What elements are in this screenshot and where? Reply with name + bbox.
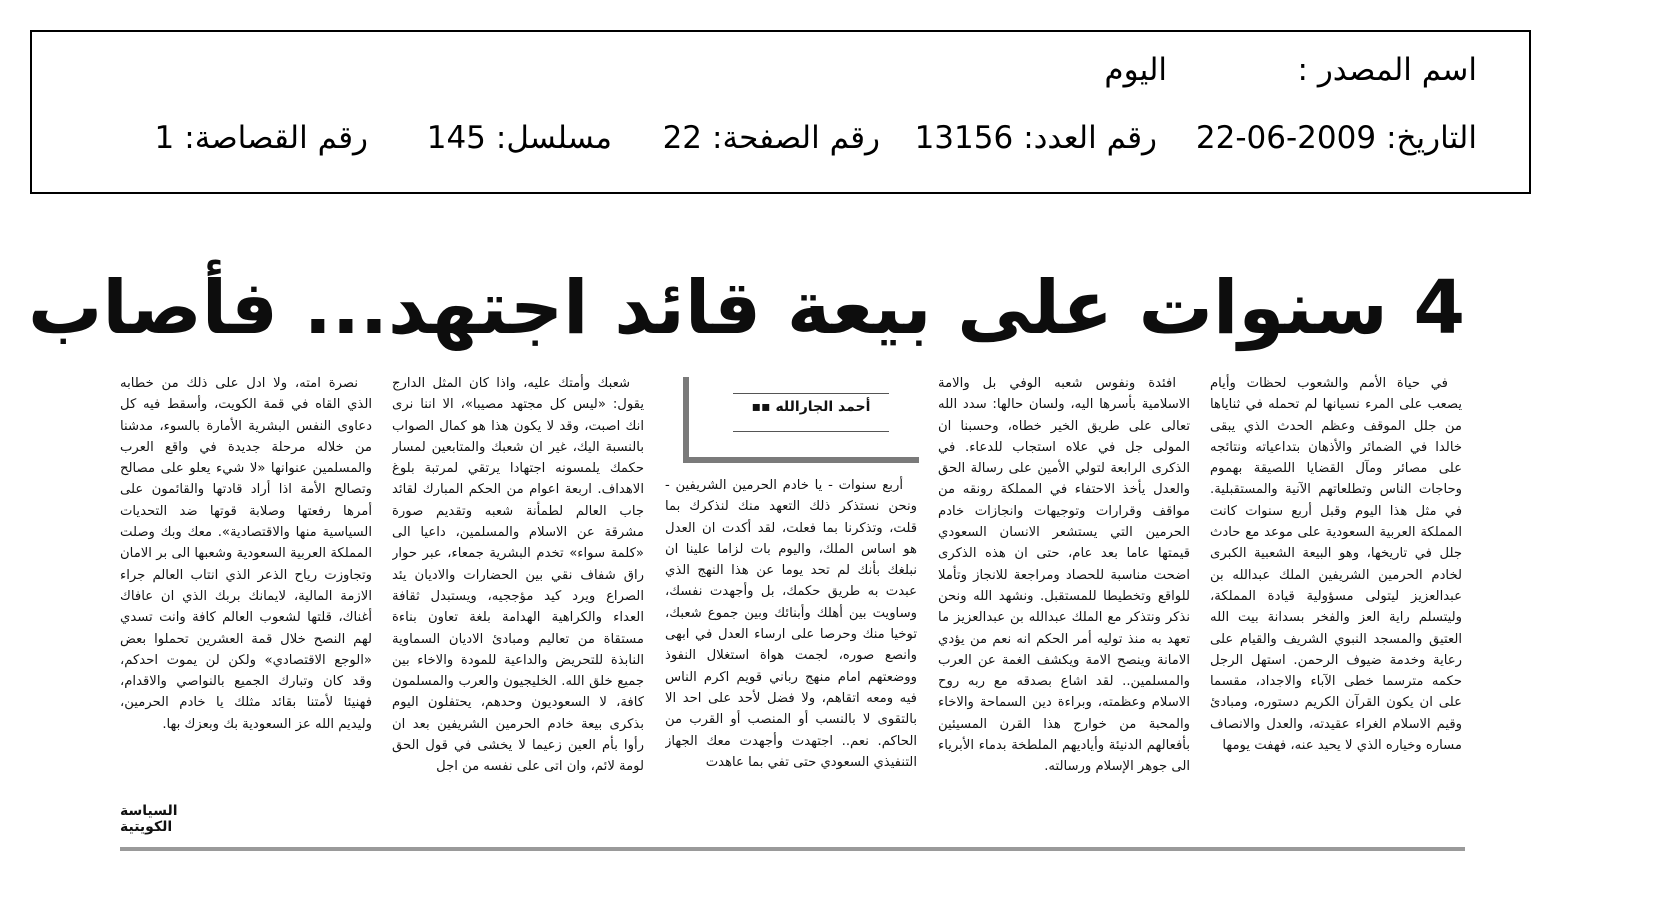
clipping-metadata-box	[30, 30, 1531, 194]
date-value: 2009-06-22	[1195, 120, 1377, 156]
article-column-3	[665, 475, 917, 835]
publication-signature: السياسة الكويتية	[120, 803, 178, 835]
clip-label: رقم القصاصة:	[184, 120, 368, 156]
source-label: اسم المصدر :	[1297, 52, 1477, 88]
column-1-text: في حياة الأمم والشعوب لحظات وأيام يصعب على المرء نسيانها لم تحمله في ثناياها من جلل الموقف وعظم الحدث الذي يبقى خالدا في الضمائر والأذهان بتداعياته ونتائجه على مصائر ومآل القضايا اللصيقة بهموم وحاجات الناس وتطلعاتهم الآنية والمستقبلية. في مثل هذا اليوم وقبل أربع سنوات كانت المملكة العربية السعودية على موعد مع حادث جلل في تاريخها، وهو البيعة الشعبية الكبرى لخادم الحرمين الشريفين الملك عبدالله بن عبدالعزيز ليتولى مسؤولية قيادة المملكة، وليتسلم راية العز والفخر بسدانة بيت الله العتيق والمسجد النبوي الشريف والقيام على رعاية وخدمة ضيوف الرحمن. استهل الرجل حكمه مترسما خطى الآباء والاجداد، مقسما على ان يكون القرآن الكريم دستوره، ومبادئ وقيم الاسلام الغراء عقيدته، والعدل والانصاف مساره وخياره الذي لا يحيد عنه، فهفت يومها	[1210, 376, 1462, 754]
article-column-5	[120, 373, 372, 833]
column-3-text: أربع سنوات - يا خادم الحرمين الشريفين - ونحن نستذكر ذلك التعهد منك لنذكرك بما قلت، وتذكرنا بما فعلت، لقد أكدت ان العدل هو اساس الملك، واليوم بات لزاما علينا ان نبلغك بأنك لم تحد يوما عن هذا النهج الذي عبدت به طريق حكمك، بل وأجهدت نفسك، وساويت بين أهلك وأبنائك وبين جموع شعبك، توخيا منك وحرصا على ارساء العدل في ابهى وانصع صوره، لجمت هواة استغلال النفوذ ووضعتهم امام منهج رباني قويم اكرم الناس فيه ومعه اتقاهم، ولا فضل لأحد على احد الا بالتقوى لا بالنسب أو المنصب أو القرب من الحاكم. نعم.. اجتهدت وأجهدت معك الجهاز التنفيذي السعودي حتى تفي بما عاهدت	[665, 478, 917, 770]
serial-label: مسلسل:	[495, 120, 612, 156]
serial-field	[427, 120, 612, 156]
date-label: التاريخ:	[1386, 120, 1477, 156]
column-4-text: شعبك وأمتك عليه، واذا كان المثل الدارج يقول: «ليس كل مجتهد مصيبا»، الا اننا نرى انك اصبت، وقد لا يكون هذا هو كمال الصواب بالنسبة اليك، غير ان شعبك والمتابعين لمسار حكمك يلمسونه اجتهادا يرتقي لمرتبة بلوغ الاهداف. اربعة اعوام من الحكم المبارك لقائد جاب العالم لطمأنة شعبه وتقديم صورة مشرقة عن الاسلام والمسلمين، داعيا الى «كلمة سواء» تخدم البشرية جمعاء، عبر حوار راق شفاف نقي بين الحضارات والاديان يئد الصراع ويرد كيد مؤججيه، ويستبدل ثقافة العداء والكراهية الهدامة بلغة تعاون بناءة مستقاة من تعاليم ومبادئ الاديان السماوية النابذة للتحريض والداعية للمودة والاخاء بين جميع خلق الله. الخليجيون والعرب والمسلمون كافة، لا السعوديون وحدهم، يحتفلون اليوم بذكرى بيعة خادم الحرمين الشريفين بعد ان رأوا بأم العين زعيما لا يخشى في قول الحق لومة لائم، وان اتى على نفسه من اجل	[392, 376, 644, 775]
article-column-1	[1210, 373, 1462, 833]
page-field	[663, 120, 880, 156]
byline-box	[683, 377, 919, 463]
page-value: 22	[662, 120, 703, 156]
article-column-2	[938, 373, 1190, 833]
issue-field	[915, 120, 1157, 156]
page-label: رقم الصفحة:	[712, 120, 880, 156]
issue-label: رقم العدد:	[1023, 120, 1157, 156]
byline-rule-bottom	[733, 431, 889, 432]
source-value: اليوم	[1104, 52, 1167, 88]
issue-value: 13156	[914, 120, 1014, 156]
serial-value: 145	[426, 120, 486, 156]
clip-field	[155, 120, 368, 156]
bottom-divider	[120, 847, 1465, 851]
column-5-text: نصرة امته، ولا ادل على ذلك من خطابه الذي القاه في قمة الكويت، وأسقط فيه كل دعاوى النفس البشرية الأمارة بالسوء، مدشنا من خلاله مرحلة جديدة في واقع العرب والمسلمين عنوانها «لا شيء يعلو على مصالح وتصالح الأمة اذا أراد قادتها والقائمون على أمرها رفعتها وصلابة قوتها ضد التحديات السياسية منها والاقتصادية». معك وبك وصلت المملكة العربية السعودية وشعبها الى بر الامان وتجاوزت رياح الذعر الذي انتاب العالم جراء الازمة المالية، لايمانك بربك الذي ان عافاك أغناك، قلتها لشعوب العالم كافة وانت تسدي لهم النصح خلال قمة العشرين تحملوا بعض «الوجع الاقتصادي» ولكن لن يموت احدكم، وقد كان وتبارك الجميع بالنواصي والاقدام، فهنيئا لأمتنا بقائد مثلك يا خادم الحرمين، وليديم الله عز السعودية بك وبعزك بها.	[120, 376, 372, 732]
author-byline: أحمد الجارالله ▪▪	[751, 399, 871, 415]
newspaper-clipping	[28, 225, 1465, 865]
date-field	[1196, 120, 1477, 156]
column-2-text: افئدة ونفوس شعبه الوفي بل والامة الاسلامية بأسرها اليه، ولسان حالها: سدد الله تعالى على طريق الخير خطاه، وحسبنا ان المولى جل في علاه استجاب للدعاء. في الذكرى الرابعة لتولي الأمين على رسالة الحق والعدل يأخذ الاحتفاء في المملكة رونقه من مواقف وقرارات وتوجيهات وانجازات خادم الحرمين التي يستشعر الانسان السعودي قيمتها عاما بعد عام، حتى ان هذه الذكرى اضحت مناسبة للحصاد ومراجعة للانجاز وتأملا للواقع وتخطيطا للمستقبل. ونشهد الله ونحن نذكر ونتذكر مع الملك عبدالله بن عبدالعزيز ما تعهد به منذ توليه أمر الحكم انه نعم من يؤدي الامانة وينصح الامة ويكشف الغمة عن العرب والمسلمين.. لقد اشاع بصدقه مع ربه روح الاسلام وعظمته، وبراءة دين السماحة والاخاء والمحبة من خوارج هذا القرن المسيئين بأفعالهم الدنيئة وأياديهم الملطخة بدماء الأبرياء الى جوهر الإسلام ورسالته.	[938, 376, 1190, 775]
byline-rule-top	[733, 393, 889, 394]
article-headline: 4 سنوات على بيعة قائد اجتهد... فأصاب	[28, 265, 1465, 351]
clip-value: 1	[154, 120, 175, 156]
article-column-4	[392, 373, 644, 833]
